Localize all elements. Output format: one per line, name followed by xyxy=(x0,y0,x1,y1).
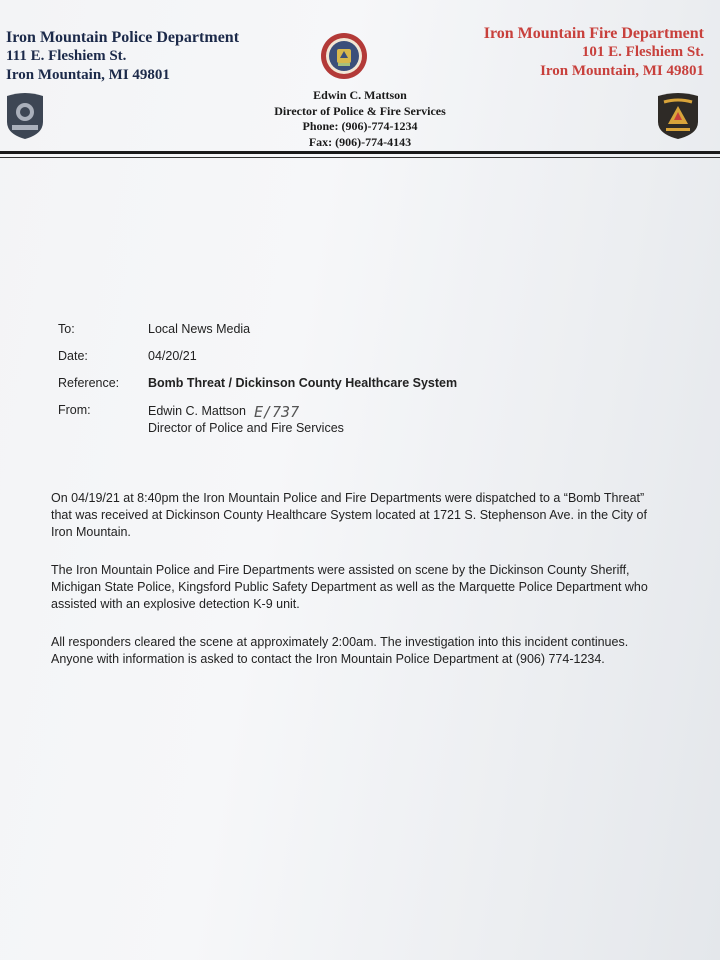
memo-reference-label: Reference: xyxy=(58,376,120,390)
police-department-name: Iron Mountain Police Department xyxy=(6,29,240,46)
memo-from-name: Edwin C. Mattson xyxy=(148,404,246,418)
director-info xyxy=(0,88,720,150)
memo-from-title: Director of Police and Fire Services xyxy=(148,421,344,435)
fire-department-name: Iron Mountain Fire Department xyxy=(483,25,704,42)
handwritten-initials: E/737 xyxy=(253,403,300,421)
memo-from-name-line xyxy=(148,403,344,421)
police-department-header xyxy=(6,28,239,85)
memo-date-value: 04/20/21 xyxy=(148,349,197,363)
letterhead-divider-thick xyxy=(0,151,720,154)
body-paragraph-2: The Iron Mountain Police and Fire Departments were assisted on scene by the Dickinson County Sheriff, Michigan State Police, Kingsford Public Safety Department as well as the Marquette Police Department who assisted with an explosive detection K-9 unit. xyxy=(51,563,648,611)
fire-department-badge-icon xyxy=(654,90,702,140)
michigan-seal-icon xyxy=(320,32,368,80)
director-name: Edwin C. Mattson xyxy=(313,88,407,102)
memo-from-label: From: xyxy=(58,403,91,417)
memo-to-label: To: xyxy=(58,322,75,336)
police-address-line-1: 111 E. Fleshiem St. xyxy=(6,48,127,64)
body-paragraph-1: On 04/19/21 at 8:40pm the Iron Mountain Police and Fire Departments were dispatched to a “Bomb Threat” that was received at Dickinson County Healthcare System located at 1721 S. Stephenson Ave. in the City of Iron Mountain. xyxy=(51,491,647,539)
body-paragraph-3: All responders cleared the scene at approximately 2:00am. The investigation into this incident continues. Anyone with information is asked to contact the Iron Mountain Police Department at (906) 774-1234. xyxy=(51,635,629,666)
memo-body xyxy=(51,490,651,689)
director-fax: Fax: (906)-774-4143 xyxy=(308,134,412,149)
letterhead-divider-thin xyxy=(0,157,720,158)
memo-to-value: Local News Media xyxy=(148,322,251,336)
memo-date-row xyxy=(58,349,658,376)
memo-from-row xyxy=(58,403,658,443)
memo-header xyxy=(58,322,658,443)
police-address-line-2: Iron Mountain, MI 49801 xyxy=(6,67,170,83)
memo-from-value xyxy=(148,403,344,435)
director-title: Director of Police & Fire Services xyxy=(274,103,446,118)
fire-department-header xyxy=(484,24,704,81)
memo-date-label: Date: xyxy=(58,349,88,363)
memo-reference-row xyxy=(58,376,658,403)
director-phone: Phone: (906)-774-1234 xyxy=(302,119,418,133)
memo-reference-value: Bomb Threat / Dickinson County Healthcare System xyxy=(148,376,458,390)
fire-address-line-1: 101 E. Fleshiem St. xyxy=(581,44,704,60)
memo-to-row xyxy=(58,322,658,349)
fire-address-line-2: Iron Mountain, MI 49801 xyxy=(540,63,704,79)
